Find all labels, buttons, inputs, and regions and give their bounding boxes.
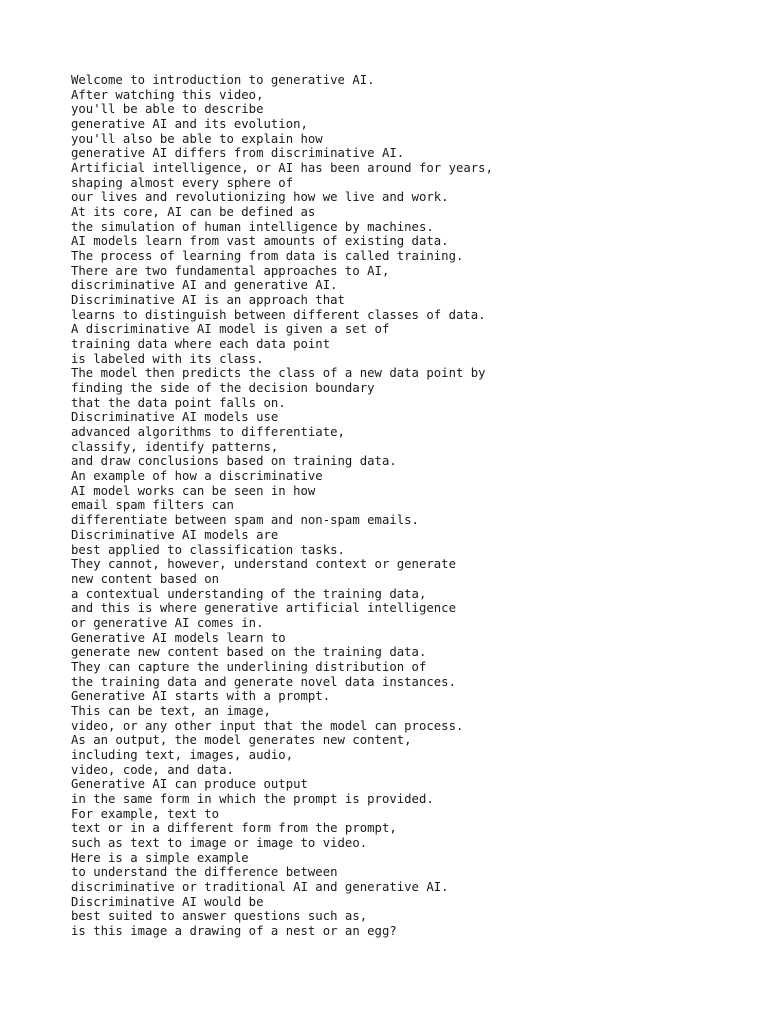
text-line: generative AI and its evolution,: [71, 117, 308, 132]
text-line: learns to distinguish between different classes of data.: [71, 307, 486, 322]
text-line: discriminative or traditional AI and generative AI.: [71, 879, 449, 894]
text-line: and draw conclusions based on training data.: [71, 454, 397, 469]
text-line: shaping almost every sphere of: [71, 175, 294, 190]
text-line: the simulation of human intelligence by machines.: [71, 219, 434, 234]
text-line: email spam filters can: [71, 498, 234, 513]
text-line: Artificial intelligence, or AI has been around for years,: [71, 161, 493, 176]
text-line: Discriminative AI is an approach that: [71, 293, 345, 308]
text-line: advanced algorithms to differentiate,: [71, 425, 345, 440]
text-line: Generative AI starts with a prompt.: [71, 689, 331, 704]
text-line: There are two fundamental approaches to AI,: [71, 263, 390, 278]
text-line: An example of how a discriminative: [71, 469, 323, 484]
text-line: Here is a simple example: [71, 850, 249, 865]
text-line: Discriminative AI models use: [71, 410, 279, 425]
text-line: in the same form in which the prompt is provided.: [71, 791, 434, 806]
text-line: including text, images, audio,: [71, 747, 294, 762]
text-line: is this image a drawing of a nest or an egg?: [71, 923, 397, 938]
transcript-text: [71, 73, 751, 939]
text-line: is labeled with its class.: [71, 351, 264, 366]
text-line: finding the side of the decision boundary: [71, 381, 375, 396]
text-line: the training data and generate novel data instances.: [71, 674, 456, 689]
text-line: classify, identify patterns,: [71, 439, 279, 454]
text-line: generate new content based on the training data.: [71, 645, 427, 660]
text-line: AI model works can be seen in how: [71, 483, 316, 498]
text-line: video, or any other input that the model can process.: [71, 718, 464, 733]
text-line: Discriminative AI models are: [71, 527, 279, 542]
text-line: After watching this video,: [71, 87, 264, 102]
text-line: The process of learning from data is called training.: [71, 249, 464, 264]
text-line: a contextual understanding of the training data,: [71, 586, 427, 601]
text-line: They can capture the underlining distribution of: [71, 659, 427, 674]
text-line: best suited to answer questions such as,: [71, 909, 368, 924]
text-line: or generative AI comes in.: [71, 615, 264, 630]
text-line: you'll also be able to explain how: [71, 131, 323, 146]
text-line: discriminative AI and generative AI.: [71, 278, 338, 293]
text-line: generative AI differs from discriminative AI.: [71, 146, 405, 161]
text-line: and this is where generative artificial intelligence: [71, 601, 456, 616]
text-line: best applied to classification tasks.: [71, 542, 345, 557]
text-line: new content based on: [71, 571, 220, 586]
text-line: differentiate between spam and non-spam emails.: [71, 513, 419, 528]
text-line: such as text to image or image to video.: [71, 835, 368, 850]
text-line: training data where each data point: [71, 337, 331, 352]
text-line: As an output, the model generates new content,: [71, 733, 412, 748]
text-line: our lives and revolutionizing how we live and work.: [71, 190, 449, 205]
text-line: text or in a different form from the prompt,: [71, 821, 397, 836]
text-line: Welcome to introduction to generative AI.: [71, 73, 375, 87]
text-line: For example, text to: [71, 806, 220, 821]
text-line: AI models learn from vast amounts of existing data.: [71, 234, 449, 249]
text-line: that the data point falls on.: [71, 395, 286, 410]
text-line: to understand the difference between: [71, 865, 338, 880]
text-line: A discriminative AI model is given a set of: [71, 322, 390, 337]
text-line: Discriminative AI would be: [71, 894, 264, 909]
text-line: The model then predicts the class of a new data point by: [71, 366, 486, 381]
text-line: At its core, AI can be defined as: [71, 205, 316, 220]
text-line: They cannot, however, understand context or generate: [71, 557, 456, 572]
text-line: Generative AI can produce output: [71, 777, 308, 792]
text-line: This can be text, an image,: [71, 703, 271, 718]
text-line: you'll be able to describe: [71, 102, 264, 117]
text-line: video, code, and data.: [71, 762, 234, 777]
text-line: Generative AI models learn to: [71, 630, 286, 645]
